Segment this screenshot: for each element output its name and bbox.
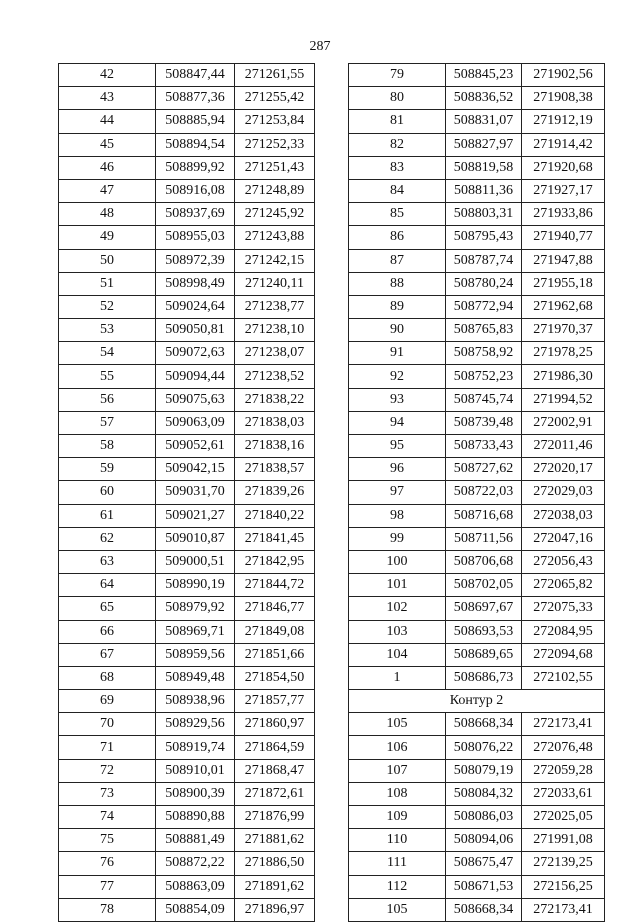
- y-coordinate-cell: 272059,28: [522, 759, 605, 782]
- table-row: [59, 249, 315, 272]
- table-row: [349, 782, 605, 805]
- y-coordinate-cell: 271927,17: [522, 179, 605, 202]
- y-coordinate-cell: 271908,38: [522, 87, 605, 110]
- y-coordinate-cell: 271872,61: [235, 782, 315, 805]
- y-coordinate-cell: 272173,41: [522, 898, 605, 921]
- x-coordinate-cell: 508745,74: [446, 388, 522, 411]
- point-number-cell: 74: [59, 806, 156, 829]
- point-number-cell: 46: [59, 156, 156, 179]
- table-row: [59, 203, 315, 226]
- point-number-cell: 96: [349, 458, 446, 481]
- point-number-cell: 79: [349, 64, 446, 87]
- x-coordinate-cell: 508689,65: [446, 643, 522, 666]
- table-row: [349, 342, 605, 365]
- table-row: [349, 620, 605, 643]
- x-coordinate-cell: 508929,56: [156, 713, 235, 736]
- page-number: 287: [309, 39, 331, 54]
- table-row: [349, 295, 605, 318]
- x-coordinate-cell: 508693,53: [446, 620, 522, 643]
- point-number-cell: 108: [349, 782, 446, 805]
- table-row: [59, 319, 315, 342]
- y-coordinate-cell: 271253,84: [235, 110, 315, 133]
- y-coordinate-cell: 271849,08: [235, 620, 315, 643]
- point-number-cell: 82: [349, 133, 446, 156]
- y-coordinate-cell: 271902,56: [522, 64, 605, 87]
- y-coordinate-cell: 272029,03: [522, 481, 605, 504]
- point-number-cell: 102: [349, 597, 446, 620]
- point-number-cell: 75: [59, 829, 156, 852]
- y-coordinate-cell: 271240,11: [235, 272, 315, 295]
- x-coordinate-cell: 508076,22: [446, 736, 522, 759]
- table-row: [349, 249, 605, 272]
- point-number-cell: 97: [349, 481, 446, 504]
- y-coordinate-cell: 272075,33: [522, 597, 605, 620]
- table-row: [349, 666, 605, 689]
- y-coordinate-cell: 271838,22: [235, 388, 315, 411]
- table-row: [59, 64, 315, 87]
- x-coordinate-cell: 508885,94: [156, 110, 235, 133]
- table-row: [59, 87, 315, 110]
- point-number-cell: 73: [59, 782, 156, 805]
- y-coordinate-cell: 271970,37: [522, 319, 605, 342]
- table-row: [349, 110, 605, 133]
- point-number-cell: 83: [349, 156, 446, 179]
- y-coordinate-cell: 271844,72: [235, 574, 315, 597]
- table-row: [349, 64, 605, 87]
- table-row: [59, 226, 315, 249]
- x-coordinate-cell: 508854,09: [156, 898, 235, 921]
- point-number-cell: 85: [349, 203, 446, 226]
- point-number-cell: 92: [349, 365, 446, 388]
- table-row: [349, 411, 605, 434]
- y-coordinate-cell: 271839,26: [235, 481, 315, 504]
- y-coordinate-cell: 271891,62: [235, 875, 315, 898]
- table-row: [349, 388, 605, 411]
- table-row: [59, 527, 315, 550]
- x-coordinate-cell: 508727,62: [446, 458, 522, 481]
- point-number-cell: 87: [349, 249, 446, 272]
- point-number-cell: 80: [349, 87, 446, 110]
- table-row: [59, 110, 315, 133]
- x-coordinate-cell: 508739,48: [446, 411, 522, 434]
- y-coordinate-cell: 271896,97: [235, 898, 315, 921]
- point-number-cell: 44: [59, 110, 156, 133]
- point-number-cell: 107: [349, 759, 446, 782]
- table-row: [349, 133, 605, 156]
- x-coordinate-cell: 508086,03: [446, 806, 522, 829]
- point-number-cell: 51: [59, 272, 156, 295]
- point-number-cell: 112: [349, 875, 446, 898]
- point-number-cell: 94: [349, 411, 446, 434]
- table-row: [59, 365, 315, 388]
- point-number-cell: 57: [59, 411, 156, 434]
- table-row: [349, 527, 605, 550]
- x-coordinate-cell: 508959,56: [156, 643, 235, 666]
- point-number-cell: 106: [349, 736, 446, 759]
- table-row: [349, 458, 605, 481]
- y-coordinate-cell: 271857,77: [235, 690, 315, 713]
- table-row: [349, 713, 605, 736]
- x-coordinate-cell: 508702,05: [446, 574, 522, 597]
- y-coordinate-cell: 271251,43: [235, 156, 315, 179]
- y-coordinate-cell: 271238,10: [235, 319, 315, 342]
- x-coordinate-cell: 508877,36: [156, 87, 235, 110]
- section-label: Контур 2: [349, 690, 605, 713]
- y-coordinate-cell: 271248,89: [235, 179, 315, 202]
- point-number-cell: 105: [349, 898, 446, 921]
- point-number-cell: 45: [59, 133, 156, 156]
- y-coordinate-cell: 271846,77: [235, 597, 315, 620]
- x-coordinate-cell: 508910,01: [156, 759, 235, 782]
- point-number-cell: 71: [59, 736, 156, 759]
- table-row: [349, 87, 605, 110]
- x-coordinate-cell: 508697,67: [446, 597, 522, 620]
- table-row: [349, 852, 605, 875]
- table-row: [349, 736, 605, 759]
- x-coordinate-cell: 508780,24: [446, 272, 522, 295]
- point-number-cell: 90: [349, 319, 446, 342]
- table-row: [349, 179, 605, 202]
- x-coordinate-cell: 508831,07: [446, 110, 522, 133]
- table-row: [59, 782, 315, 805]
- y-coordinate-cell: 271912,19: [522, 110, 605, 133]
- x-coordinate-cell: 508772,94: [446, 295, 522, 318]
- table-row: [349, 643, 605, 666]
- point-number-cell: 55: [59, 365, 156, 388]
- x-coordinate-cell: 508900,39: [156, 782, 235, 805]
- y-coordinate-cell: 272020,17: [522, 458, 605, 481]
- table-row: [349, 481, 605, 504]
- point-number-cell: 109: [349, 806, 446, 829]
- x-coordinate-cell: 509075,63: [156, 388, 235, 411]
- coordinates-table-left: [58, 63, 315, 922]
- table-row: [349, 226, 605, 249]
- point-number-cell: 48: [59, 203, 156, 226]
- y-coordinate-cell: 271947,88: [522, 249, 605, 272]
- x-coordinate-cell: 509000,51: [156, 550, 235, 573]
- coordinates-table-right-body: [349, 64, 605, 922]
- x-coordinate-cell: 508716,68: [446, 504, 522, 527]
- point-number-cell: 62: [59, 527, 156, 550]
- x-coordinate-cell: 508845,23: [446, 64, 522, 87]
- table-row: [349, 806, 605, 829]
- point-number-cell: 61: [59, 504, 156, 527]
- table-row: [59, 736, 315, 759]
- point-number-cell: 103: [349, 620, 446, 643]
- x-coordinate-cell: 509072,63: [156, 342, 235, 365]
- y-coordinate-cell: 272056,43: [522, 550, 605, 573]
- table-row: [59, 620, 315, 643]
- x-coordinate-cell: 509024,64: [156, 295, 235, 318]
- point-number-cell: 49: [59, 226, 156, 249]
- point-number-cell: 68: [59, 666, 156, 689]
- table-row: [59, 411, 315, 434]
- table-row: [59, 295, 315, 318]
- point-number-cell: 63: [59, 550, 156, 573]
- x-coordinate-cell: 508668,34: [446, 898, 522, 921]
- table-row: [59, 852, 315, 875]
- y-coordinate-cell: 271994,52: [522, 388, 605, 411]
- y-coordinate-cell: 271991,08: [522, 829, 605, 852]
- y-coordinate-cell: 271255,42: [235, 87, 315, 110]
- x-coordinate-cell: 508733,43: [446, 435, 522, 458]
- x-coordinate-cell: 508894,54: [156, 133, 235, 156]
- x-coordinate-cell: 508079,19: [446, 759, 522, 782]
- table-row: [59, 597, 315, 620]
- y-coordinate-cell: 271841,45: [235, 527, 315, 550]
- x-coordinate-cell: 508937,69: [156, 203, 235, 226]
- x-coordinate-cell: 508084,32: [446, 782, 522, 805]
- table-row: [349, 597, 605, 620]
- y-coordinate-cell: 272002,91: [522, 411, 605, 434]
- point-number-cell: 77: [59, 875, 156, 898]
- x-coordinate-cell: 508969,71: [156, 620, 235, 643]
- y-coordinate-cell: 271886,50: [235, 852, 315, 875]
- y-coordinate-cell: 271838,57: [235, 458, 315, 481]
- x-coordinate-cell: 508758,92: [446, 342, 522, 365]
- table-row: [59, 156, 315, 179]
- y-coordinate-cell: 271838,16: [235, 435, 315, 458]
- x-coordinate-cell: 508819,58: [446, 156, 522, 179]
- table-row: [59, 481, 315, 504]
- table-row: [349, 156, 605, 179]
- coordinates-table-left-body: [59, 64, 315, 922]
- x-coordinate-cell: 508795,43: [446, 226, 522, 249]
- table-row: [349, 435, 605, 458]
- point-number-cell: 1: [349, 666, 446, 689]
- y-coordinate-cell: 271242,15: [235, 249, 315, 272]
- point-number-cell: 100: [349, 550, 446, 573]
- point-number-cell: 91: [349, 342, 446, 365]
- y-coordinate-cell: 271840,22: [235, 504, 315, 527]
- y-coordinate-cell: 271238,07: [235, 342, 315, 365]
- table-row: [349, 365, 605, 388]
- y-coordinate-cell: 272084,95: [522, 620, 605, 643]
- y-coordinate-cell: 272033,61: [522, 782, 605, 805]
- y-coordinate-cell: 272156,25: [522, 875, 605, 898]
- y-coordinate-cell: 272025,05: [522, 806, 605, 829]
- table-row: [59, 759, 315, 782]
- point-number-cell: 110: [349, 829, 446, 852]
- point-number-cell: 99: [349, 527, 446, 550]
- point-number-cell: 98: [349, 504, 446, 527]
- y-coordinate-cell: 271842,95: [235, 550, 315, 573]
- y-coordinate-cell: 271876,99: [235, 806, 315, 829]
- x-coordinate-cell: 509042,15: [156, 458, 235, 481]
- y-coordinate-cell: 272065,82: [522, 574, 605, 597]
- y-coordinate-cell: 271851,66: [235, 643, 315, 666]
- y-coordinate-cell: 271864,59: [235, 736, 315, 759]
- point-number-cell: 64: [59, 574, 156, 597]
- x-coordinate-cell: 508706,68: [446, 550, 522, 573]
- table-row: [59, 690, 315, 713]
- table-row: [59, 458, 315, 481]
- table-row: [349, 203, 605, 226]
- table-row: [59, 435, 315, 458]
- point-number-cell: 70: [59, 713, 156, 736]
- y-coordinate-cell: 271933,86: [522, 203, 605, 226]
- coordinates-table-right: [348, 63, 605, 922]
- table-row: [59, 643, 315, 666]
- point-number-cell: 53: [59, 319, 156, 342]
- x-coordinate-cell: 508722,03: [446, 481, 522, 504]
- x-coordinate-cell: 508847,44: [156, 64, 235, 87]
- point-number-cell: 69: [59, 690, 156, 713]
- table-row: [59, 806, 315, 829]
- y-coordinate-cell: 271860,97: [235, 713, 315, 736]
- x-coordinate-cell: 508919,74: [156, 736, 235, 759]
- y-coordinate-cell: 272102,55: [522, 666, 605, 689]
- point-number-cell: 105: [349, 713, 446, 736]
- y-coordinate-cell: 272139,25: [522, 852, 605, 875]
- y-coordinate-cell: 271986,30: [522, 365, 605, 388]
- x-coordinate-cell: 508765,83: [446, 319, 522, 342]
- point-number-cell: 66: [59, 620, 156, 643]
- point-number-cell: 95: [349, 435, 446, 458]
- table-row: [59, 504, 315, 527]
- table-row: [349, 759, 605, 782]
- point-number-cell: 65: [59, 597, 156, 620]
- y-coordinate-cell: 271252,33: [235, 133, 315, 156]
- point-number-cell: 76: [59, 852, 156, 875]
- table-row: [59, 713, 315, 736]
- x-coordinate-cell: 508668,34: [446, 713, 522, 736]
- x-coordinate-cell: 508881,49: [156, 829, 235, 852]
- table-row: [59, 875, 315, 898]
- table-row: [349, 829, 605, 852]
- x-coordinate-cell: 508916,08: [156, 179, 235, 202]
- x-coordinate-cell: 508890,88: [156, 806, 235, 829]
- point-number-cell: 58: [59, 435, 156, 458]
- x-coordinate-cell: 508711,56: [446, 527, 522, 550]
- x-coordinate-cell: 509052,61: [156, 435, 235, 458]
- point-number-cell: 52: [59, 295, 156, 318]
- y-coordinate-cell: 272038,03: [522, 504, 605, 527]
- y-coordinate-cell: 271920,68: [522, 156, 605, 179]
- x-coordinate-cell: 508803,31: [446, 203, 522, 226]
- table-row: [349, 574, 605, 597]
- x-coordinate-cell: 508686,73: [446, 666, 522, 689]
- table-row: [59, 550, 315, 573]
- point-number-cell: 60: [59, 481, 156, 504]
- y-coordinate-cell: 271238,52: [235, 365, 315, 388]
- point-number-cell: 50: [59, 249, 156, 272]
- point-number-cell: 111: [349, 852, 446, 875]
- x-coordinate-cell: 509050,81: [156, 319, 235, 342]
- x-coordinate-cell: 508863,09: [156, 875, 235, 898]
- x-coordinate-cell: 508094,06: [446, 829, 522, 852]
- y-coordinate-cell: 271243,88: [235, 226, 315, 249]
- table-row: [59, 342, 315, 365]
- x-coordinate-cell: 509031,70: [156, 481, 235, 504]
- y-coordinate-cell: 271940,77: [522, 226, 605, 249]
- x-coordinate-cell: 508872,22: [156, 852, 235, 875]
- y-coordinate-cell: 271261,55: [235, 64, 315, 87]
- point-number-cell: 67: [59, 643, 156, 666]
- x-coordinate-cell: 508998,49: [156, 272, 235, 295]
- point-number-cell: 59: [59, 458, 156, 481]
- y-coordinate-cell: 271914,42: [522, 133, 605, 156]
- table-row: [349, 504, 605, 527]
- x-coordinate-cell: 508955,03: [156, 226, 235, 249]
- x-coordinate-cell: 509010,87: [156, 527, 235, 550]
- x-coordinate-cell: 508899,92: [156, 156, 235, 179]
- table-row: [59, 388, 315, 411]
- point-number-cell: 93: [349, 388, 446, 411]
- section-header-row: [349, 690, 605, 713]
- y-coordinate-cell: 271881,62: [235, 829, 315, 852]
- y-coordinate-cell: 271955,18: [522, 272, 605, 295]
- x-coordinate-cell: 508990,19: [156, 574, 235, 597]
- point-number-cell: 47: [59, 179, 156, 202]
- table-row: [59, 179, 315, 202]
- point-number-cell: 104: [349, 643, 446, 666]
- x-coordinate-cell: 509094,44: [156, 365, 235, 388]
- y-coordinate-cell: 272047,16: [522, 527, 605, 550]
- point-number-cell: 72: [59, 759, 156, 782]
- y-coordinate-cell: 272011,46: [522, 435, 605, 458]
- point-number-cell: 56: [59, 388, 156, 411]
- x-coordinate-cell: 509063,09: [156, 411, 235, 434]
- x-coordinate-cell: 508787,74: [446, 249, 522, 272]
- x-coordinate-cell: 508827,97: [446, 133, 522, 156]
- y-coordinate-cell: 271962,68: [522, 295, 605, 318]
- table-row: [59, 133, 315, 156]
- x-coordinate-cell: 508972,39: [156, 249, 235, 272]
- y-coordinate-cell: 271868,47: [235, 759, 315, 782]
- table-row: [349, 272, 605, 295]
- x-coordinate-cell: 508938,96: [156, 690, 235, 713]
- table-row: [349, 875, 605, 898]
- y-coordinate-cell: 271838,03: [235, 411, 315, 434]
- table-row: [349, 319, 605, 342]
- point-number-cell: 89: [349, 295, 446, 318]
- point-number-cell: 43: [59, 87, 156, 110]
- point-number-cell: 78: [59, 898, 156, 921]
- table-row: [59, 272, 315, 295]
- table-row: [59, 829, 315, 852]
- y-coordinate-cell: 272094,68: [522, 643, 605, 666]
- point-number-cell: 42: [59, 64, 156, 87]
- y-coordinate-cell: 271978,25: [522, 342, 605, 365]
- point-number-cell: 84: [349, 179, 446, 202]
- x-coordinate-cell: 508949,48: [156, 666, 235, 689]
- x-coordinate-cell: 508671,53: [446, 875, 522, 898]
- point-number-cell: 101: [349, 574, 446, 597]
- y-coordinate-cell: 271854,50: [235, 666, 315, 689]
- point-number-cell: 88: [349, 272, 446, 295]
- point-number-cell: 86: [349, 226, 446, 249]
- table-row: [349, 550, 605, 573]
- y-coordinate-cell: 272173,41: [522, 713, 605, 736]
- y-coordinate-cell: 271245,92: [235, 203, 315, 226]
- x-coordinate-cell: 508675,47: [446, 852, 522, 875]
- x-coordinate-cell: 508979,92: [156, 597, 235, 620]
- x-coordinate-cell: 508752,23: [446, 365, 522, 388]
- x-coordinate-cell: 509021,27: [156, 504, 235, 527]
- y-coordinate-cell: 271238,77: [235, 295, 315, 318]
- table-row: [59, 574, 315, 597]
- x-coordinate-cell: 508836,52: [446, 87, 522, 110]
- point-number-cell: 54: [59, 342, 156, 365]
- point-number-cell: 81: [349, 110, 446, 133]
- y-coordinate-cell: 272076,48: [522, 736, 605, 759]
- x-coordinate-cell: 508811,36: [446, 179, 522, 202]
- table-row: [59, 666, 315, 689]
